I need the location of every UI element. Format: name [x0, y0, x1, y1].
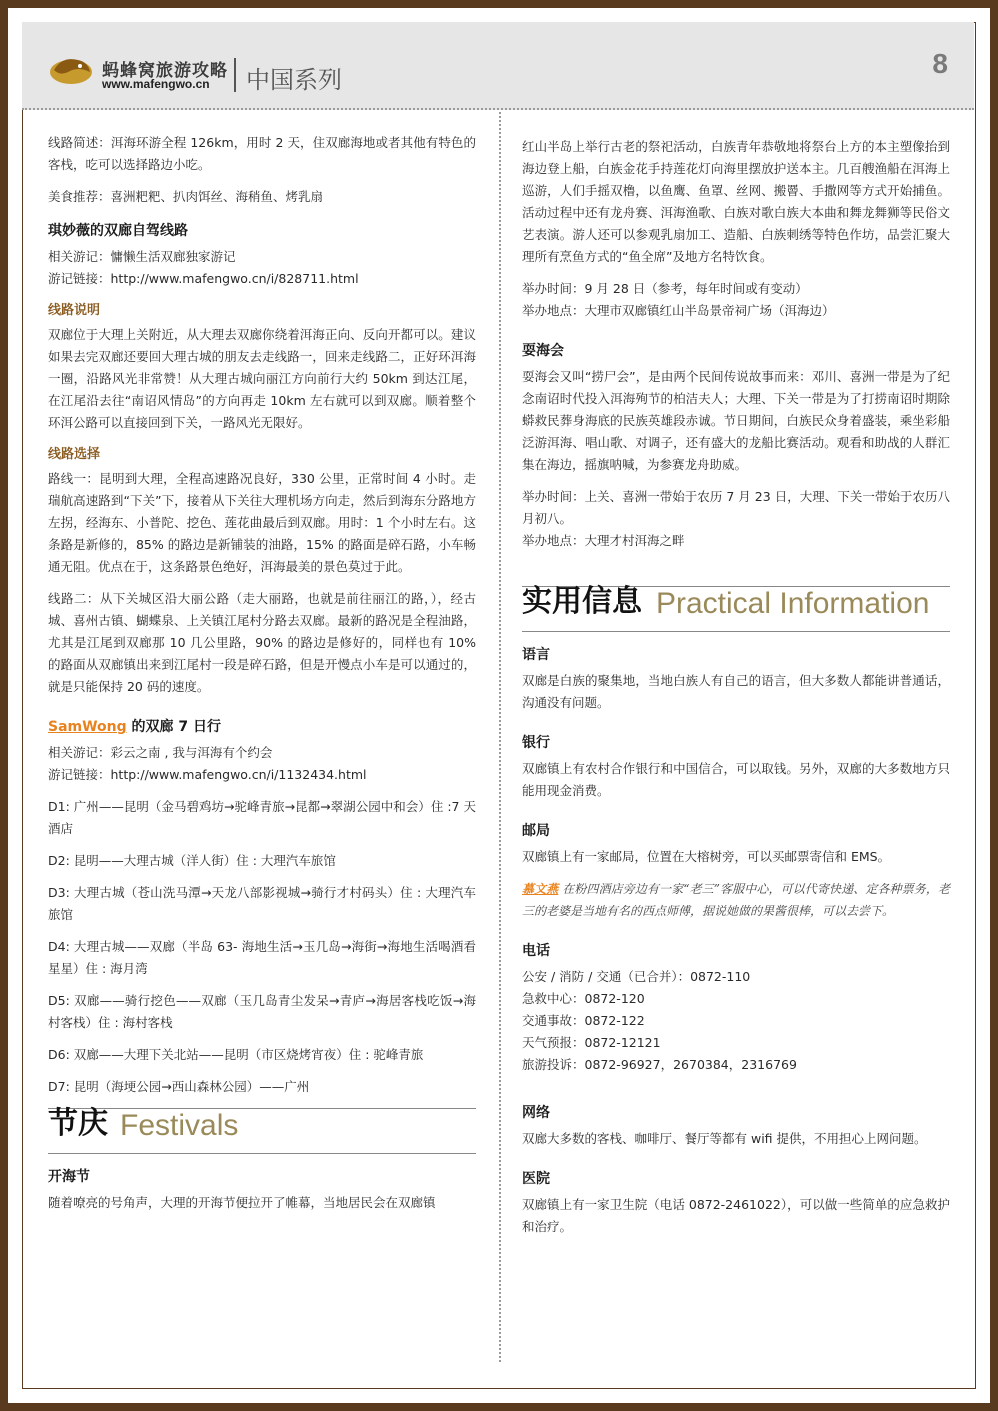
route-one: 路线一：昆明到大理，全程高速路况良好，330 公里，正常时间 4 小时。走瑞航高速路到“下关”下，接着从下关往大理机场方向走，然后到海东分路地方左拐，经海东、小普陀、挖色、莲花曲最后到双廊。用时：1 个小时左右。这条路是新修的，85% 的路边是新铺装的油路，15% 的路面是碎石路，小车畅通无阻。优点在于，这条路景色绝好，洱海最美的景色莫过于此。 — [48, 471, 476, 574]
brand-url: www.mafengwo.cn — [102, 77, 210, 91]
sam-related-note: 相关游记：彩云之南 , 我与洱海有个约会 — [48, 745, 273, 760]
festivals-section-title — [48, 1108, 476, 1154]
sam-link[interactable]: 游记链接：http://www.mafengwo.cn/i/1132434.html — [48, 767, 367, 782]
phone-heading: 电话 — [522, 943, 550, 959]
sam-title-rest: 的双廊 7 日行 — [126, 719, 222, 735]
right-column — [522, 136, 950, 1248]
page-header — [22, 22, 974, 110]
itinerary-day-4: D4: 大理古城——双廊（半岛 63- 海地生活→玉几岛→海街→海地生活喝酒看星星）住 : 海月湾 — [48, 939, 476, 976]
left-column — [48, 132, 476, 1214]
network-heading: 网络 — [522, 1105, 550, 1121]
shuahai-time: 举办时间：上关、喜洲一带始于农历 7 月 23 日，大理、下关一带始于农历八月初八。 — [522, 489, 950, 526]
route-choice-heading: 线路选择 — [48, 447, 101, 462]
route-desc: 双廊位于大理上关附近，从大理去双廊你绕着洱海正向、反向开都可以。建议如果去完双廊还要回大理古城的朋友去走线路一，回来走线路二，正好环洱海一圈，沿路风光非常赞！从大理古城向丽江方向前行大约 50km 到达江尾，在江尾沿去往“南诏风情岛”的方向再走 10km 左右就可以到双廊。顺着整个环洱公路可以直接回到下关，一路风光无限好。 — [48, 327, 476, 430]
itinerary-day-1: D1: 广州——昆明（金马碧鸡坊→驼峰青旅→昆都→翠湖公园中和会）住 :7 天酒店 — [48, 799, 476, 836]
sam-user-link[interactable]: SamWong — [48, 719, 127, 735]
hospital-text: 双廊镇上有一家卫生院（电话 0872-2461022），可以做一些简单的应急救护和治疗。 — [522, 1197, 950, 1234]
header-divider — [234, 58, 236, 92]
phone-emergency: 急救中心：0872-120 — [522, 991, 645, 1006]
kaihai-description: 红山半岛上举行古老的祭祀活动，白族青年恭敬地将祭台上方的本主塑像抬到海边登上船，白族金花手持莲花灯向海里摆放护送本主。几百艘渔船在洱海上巡游，人们手摇双橹，以鱼鹰、鱼罩、丝网、搬罾、手撒网等方式开始捕鱼。活动过程中还有龙舟赛、洱海渔歌、白族对歌白族大本曲和舞龙舞狮等民俗文艺表演。游人还可以参观乳扇加工、造船、白族刺绣等特色作坊，品尝汇聚大理所有烹鱼方式的“鱼全席”及地方名特饮食。 — [522, 139, 950, 264]
language-heading: 语言 — [522, 647, 550, 663]
itinerary-day-2: D2: 昆明——大理古城（洋人街）住 : 大理汽车旅馆 — [48, 853, 336, 868]
shuahai-place: 举办地点：大理才村洱海之畔 — [522, 533, 685, 548]
route-summary: 线路简述：洱海环游全程 126km，用时 2 天，住双廊海地或者其他有特色的客栈，吃可以选择路边小吃。 — [48, 135, 476, 172]
brand-name: 蚂蜂窝旅游攻略 — [102, 61, 228, 81]
practical-info-section-title — [522, 586, 950, 632]
phone-weather: 天气预报：0872-12121 — [522, 1035, 661, 1050]
qi-route-heading: 琪妙薇的双廊自驾线路 — [48, 223, 188, 239]
traveler-note — [522, 878, 950, 922]
festivals-title-en: Festivals — [120, 1109, 239, 1142]
post-heading: 邮局 — [522, 823, 550, 839]
language-text: 双廊是白族的聚集地，当地白族人有自己的语言，但大多数人都能讲普通话，沟通没有问题。 — [522, 673, 950, 710]
bank-text: 双廊镇上有农村合作银行和中国信合，可以取钱。另外，双廊的大多数地方只能用现金消费。 — [522, 761, 950, 798]
hospital-heading: 医院 — [522, 1171, 550, 1187]
itinerary-day-6: D6: 双廊——大理下关北站——昆明（市区烧烤宵夜）住 : 驼峰青旅 — [48, 1047, 424, 1062]
note-text: 在粉四酒店旁边有一家“老三”客服中心，可以代寄快递、定各种票务，老三的老婆是当地有名的西点师傅，据说她做的果酱很棒，可以去尝下。 — [522, 882, 950, 918]
practical-info-title-cn: 实用信息 — [522, 584, 642, 619]
shuahai-description: 耍海会又叫“捞尸会”，是由两个民间传说故事而来：邓川、喜洲一带是为了纪念南诏时代投入洱海殉节的柏洁夫人；大理、下关一带是为了打捞南诏时期除蟒救民葬身海底的民族英雄段赤诚。节日期间，白族民众身着盛装，乘坐彩船泛游洱海、唱山歌、对调子，还有盛大的龙船比赛活动。观看和助战的人群汇集在海边，摇旗呐喊，为参赛龙舟助威。 — [522, 369, 950, 472]
kaihai-heading: 开海节 — [48, 1169, 90, 1185]
network-text: 双廊大多数的客栈、咖啡厅、餐厅等都有 wifi 提供，不用担心上网问题。 — [522, 1131, 927, 1146]
practical-info-title-en: Practical Information — [656, 587, 930, 620]
itinerary-day-7: D7: 昆明（海埂公园→西山森林公园）——广州 — [48, 1079, 310, 1094]
post-text: 双廊镇上有一家邮局，位置在大榕树旁，可以买邮票寄信和 EMS。 — [522, 849, 891, 864]
qi-link[interactable]: 游记链接：http://www.mafengwo.cn/i/828711.html — [48, 271, 359, 286]
kaihai-intro: 随着嘹亮的号角声，大理的开海节便拉开了帷幕，当地居民会在双廊镇 — [48, 1195, 436, 1210]
kaihai-place: 举办地点：大理市双廊镇红山半岛景帝祠广场（洱海边） — [522, 303, 835, 318]
column-divider — [499, 112, 501, 1362]
phone-traffic: 交通事故：0872-122 — [522, 1013, 645, 1028]
bank-heading: 银行 — [522, 735, 550, 751]
page-number: 8 — [932, 48, 948, 79]
itinerary-day-5: D5: 双廊——骑行挖色——双廊（玉几岛青尘发呆→青庐→海居客栈吃饭→海村客栈）住 : 海村客栈 — [48, 993, 476, 1030]
sam-route-heading — [48, 716, 476, 738]
phone-police: 公安 / 消防 / 交通（已合并）：0872-110 — [522, 969, 751, 984]
food-recommend: 美食推荐：喜洲粑粑、扒肉饵丝、海稍鱼、烤乳扇 — [48, 189, 324, 204]
festivals-title-cn: 节庆 — [48, 1106, 108, 1141]
phone-complaint: 旅游投诉：0872-96927，2670384，2316769 — [522, 1057, 797, 1072]
qi-related-note: 相关游记：慵懒生活双廊独家游记 — [48, 249, 236, 264]
series-title: 中国系列 — [246, 66, 342, 94]
kaihai-time: 举办时间：9 月 28 日（参考，每年时间或有变动） — [522, 281, 808, 296]
route-desc-heading: 线路说明 — [48, 303, 101, 318]
note-user-link[interactable]: 慕文燕 — [522, 882, 559, 896]
shuahai-heading: 耍海会 — [522, 343, 564, 359]
itinerary-day-3: D3: 大理古城（苍山洗马潭→天龙八部影视城→骑行才村码头）住 : 大理汽车旅馆 — [48, 885, 476, 922]
mafengwo-logo-icon — [48, 52, 94, 86]
route-two: 线路二：从下关城区沿大丽公路（走大丽路，也就是前往丽江的路，），经古城、喜州古镇、蝴蝶泉、上关镇江尾村分路去双廊。最新的路况是全程油路，尤其是江尾到双廊那 10 几公里路，90% 的路边是修好的，同样也有 10% 的路面从双廊镇出来到江尾村一段是碎石路，但是开慢点小车是可以通过的，就是只能保持 20 码的速度。 — [48, 591, 476, 694]
